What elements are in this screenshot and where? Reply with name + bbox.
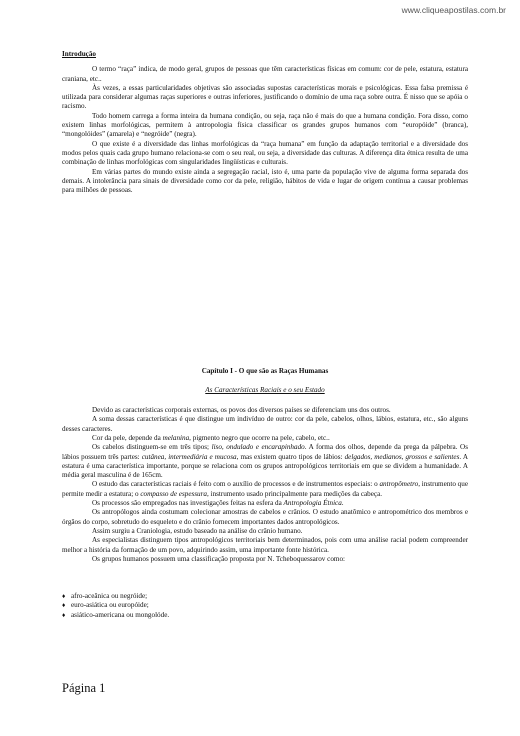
- intro-paragraph-4: O que existe é a diversidade das linhas morfológicas da “raça humana” em função da adaptação territorial e a diversidade dos modos pelos quais cada grupo humano relaciona-se com o seu real, ou seja, a diversidade das culturas. A diferença dita étnica resulta de uma combinação de linhas morfológicas com singularidades lingüísticas e culturais.: [62, 139, 468, 167]
- term-lip-parts: cutânea, intermediária e mucosa: [141, 452, 237, 461]
- text-run: O estudo das características raciais é feito com o auxílio de processos e de instrumentos especiais: o: [92, 480, 380, 489]
- text-run: , mas existem quatro tipos de lábios:: [236, 452, 345, 461]
- term-antropologia-etnica: Antropologia Étnica: [283, 499, 342, 508]
- text-run: .: [341, 499, 344, 508]
- term-melanina: melanina: [162, 433, 190, 442]
- text-run: Os cabelos distinguem-se em três tipos;: [92, 443, 212, 452]
- chapter-paragraph-9: As especialistas distinguem tipos antropológicos territoriais bem determinados, pois com uma análise racial podem compreender melhor a história da formação de um povo, adquirindo assim, uma importante fonte histórica.: [62, 536, 468, 554]
- text-run: , instrumento que permite medir a estatura; o: [62, 480, 468, 498]
- term-compasso: compasso de espessura: [140, 489, 207, 498]
- text-run: , instrumento usado principalmente para medições da cabeça.: [206, 489, 383, 498]
- chapter-paragraph-1: Devido as características corporais externas, os povos dos diversos países se diferenciam uns dos outros.: [92, 406, 391, 415]
- chapter-subtitle: As Características Raciais e o seu Estado: [205, 385, 325, 394]
- document-page: [62, 50, 468, 620]
- diamond-bullet-icon: ♦: [62, 611, 66, 619]
- diamond-bullet-icon: ♦: [62, 593, 66, 601]
- list-item-text: asiático-americana ou mongolóde.: [71, 610, 170, 619]
- chapter-title: Capítulo I - O que são as Raças Humanas: [201, 367, 329, 376]
- classification-list: [62, 592, 468, 620]
- blank-space: [62, 195, 468, 367]
- page-number: Página 1: [62, 681, 106, 695]
- chapter-paragraph-4: [62, 443, 468, 480]
- intro-paragraph-5: Em várias partes do mundo existe ainda a segregação racial, isto é, uma parte da população vive de alguma forma separada dos demais. A intolerância para sinais de diversidade como cor da pele, religião, hábitos de vida e lugar de origem contínua a causar problemas para milhões de pessoas.: [62, 167, 468, 195]
- text-run: Os processos são empregados nas investigações feitas na esfera da: [92, 499, 284, 508]
- intro-heading: Introdução: [62, 50, 96, 58]
- intro-paragraph-3: Todo homem carrega a forma inteira da humana condição, ou seja, raça não é mais do que a humana condição. Fora disso, como existem linhas morfológicas, permitem à antropologia física classificar os grandes grupos humanos com “europóide” (branca), “mongolóides” (amarela) e “negróide” (negra).: [62, 111, 468, 139]
- intro-paragraph-2: Às vezes, a essas particularidades objetivas são associadas supostas características morais e psicológicas. Essa falsa premissa é utilizada para considerar algumas raças superiores e outras inferiores, justificando o domínio de uma raça sobre outra. É nisso que se apóia o racismo.: [62, 83, 468, 111]
- list-item-text: euro-asiática ou europóide;: [71, 601, 149, 610]
- chapter-paragraph-7: Os antropólogos ainda costumam colecionar amostras de cabelos e crânios. O estudo anatômico e antropométrico dos membros e órgãos do corpo, sobretudo do esqueleto e do crânio fornecem importantes dados antropológicos.: [62, 508, 468, 526]
- chapter-paragraph-8: Assim surgiu a Craniologia, estudo baseado na análise do crânio humano.: [92, 526, 303, 535]
- list-item-text: afro-aceânica ou negróide;: [71, 592, 148, 601]
- text-run: , pigmento negro que ocorre na pele, cabelo, etc..: [189, 433, 330, 442]
- intro-paragraph-1: O termo “raça” indica, de modo geral, grupos de pessoas que têm características físicas em comum: cor de pele, estatura, estatura craniana, etc..: [62, 65, 468, 83]
- text-run: Cor da pele, depende da: [92, 433, 163, 442]
- term-antropometro: antropômetro: [379, 480, 419, 489]
- chapter-paragraph-6: [62, 499, 468, 508]
- list-item: [62, 601, 468, 610]
- term-lip-types: delgados, medianos, grossos e salientes: [344, 452, 460, 461]
- text-run: . A estatura é uma característica importante, porque se relaciona com os grupos antropológicos territoriais em que se dividem a humanidade. A média geral masculina é de 165cm.: [62, 452, 468, 480]
- text-run: . A forma dos olhos, depende da prega da pálpebra. Os lábios possuem três partes:: [62, 443, 468, 461]
- chapter-paragraph-3: [62, 434, 468, 443]
- diamond-bullet-icon: ♦: [62, 602, 66, 610]
- list-item: [62, 611, 468, 620]
- term-hair-types: liso, ondulado e encarapinhado: [211, 443, 305, 452]
- list-item: [62, 592, 468, 601]
- chapter-paragraph-5: [62, 480, 468, 499]
- chapter-paragraph-10: Os grupos humanos possuem uma classificação proposta por N. Tcheboquessarov como:: [92, 554, 346, 563]
- watermark-url: www.cliqueapostilas.com.br: [401, 5, 506, 15]
- chapter-paragraph-2: A soma dessas características é que distingue um indivíduo de outro: cor da pele, cabelos, olhos, lábios, estatura, etc., são alguns desses caracteres.: [62, 415, 468, 433]
